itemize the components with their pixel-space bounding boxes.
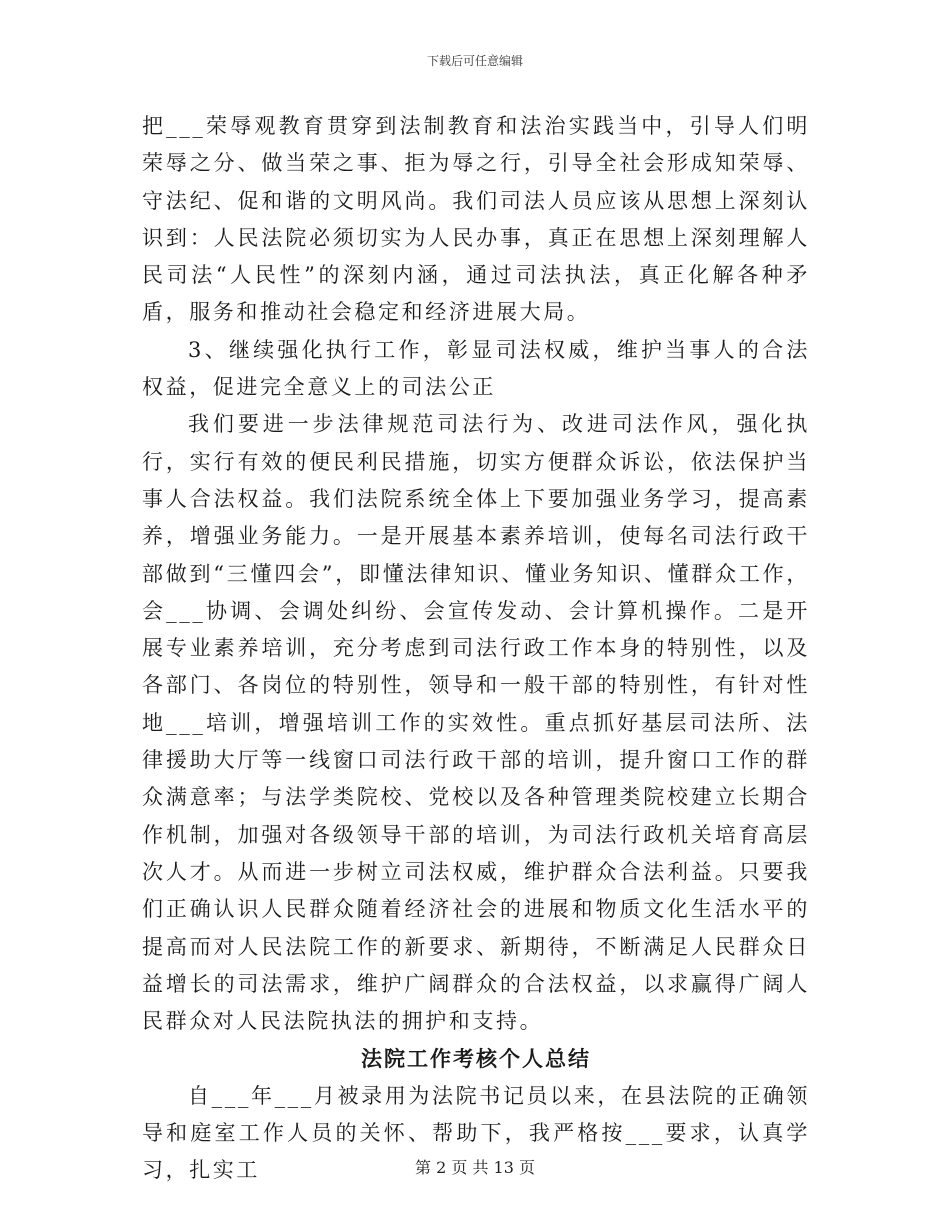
document-body	[142, 108, 810, 1190]
paragraph-training: 我们要进一步法律规范司法行为、改进司法作风，强化执行，实行有效的便民利民措施，切实方便群众诉讼，依法保护当事人合法权益。我们法院系统全体上下要加强业务学习，提高素养，增强业务能力。一是开展基本素养培训，使每名司法行政干部做到“三懂四会”，即懂法律知识、懂业务知识、懂群众工作，会___协调、会调处纠纷、会宣传发动、会计算机操作。二是开展专业素养培训，充分考虑到司法行政工作本身的特别性，以及各部门、各岗位的特别性，领导和一般干部的特别性，有针对性地___培训，增强培训工作的实效性。重点抓好基层司法所、法律援助大厅等一线窗口司法行政干部的培训，提升窗口工作的群众满意率；与法学类院校、党校以及各种管理类院校建立长期合作机制，加强对各级领导干部的培训，为司法行政机关培育高层次人才。从而进一步树立司法权威，维护群众合法利益。只要我们正确认识人民群众随着经济社会的进展和物质文化生活水平的提高而对人民法院工作的新要求、新期待，不断满足人民群众日益增长的司法需求，维护广阔群众的合法权益，以求赢得广阔人民群众对人民法院执法的拥护和支持。	[142, 412, 810, 1034]
paragraph-summary-intro: 自___年___月被录用为法院书记员以来，在县法院的正确领导和庭室工作人员的关怀、帮助下，我严格按___要求，认真学习，扎实工	[142, 1083, 810, 1183]
section-title: 法院工作考核个人总结	[361, 1046, 591, 1072]
paragraph-heading-3: 3、继续强化执行工作，彰显司法权威，维护当事人的合法权益，促进完全意义上的司法公正	[142, 337, 810, 400]
page-header: 下载后可任意编辑	[426, 54, 523, 68]
paragraph-continuation: 把___荣辱观教育贯穿到法制教育和法治实践当中，引导人们明荣辱之分、做当荣之事、拒为辱之行，引导全社会形成知荣辱、守法纪、促和谐的文明风尚。我们司法人员应该从思想上深刻认识到：人民法院必须切实为人民办事，真正在思想上深刻理解人民司法“人民性”的深刻内涵，通过司法执法，真正化解各种矛盾，服务和推动社会稳定和经济进展大局。	[142, 114, 810, 325]
page-number: 第 2 页 共 13 页	[415, 1158, 535, 1177]
